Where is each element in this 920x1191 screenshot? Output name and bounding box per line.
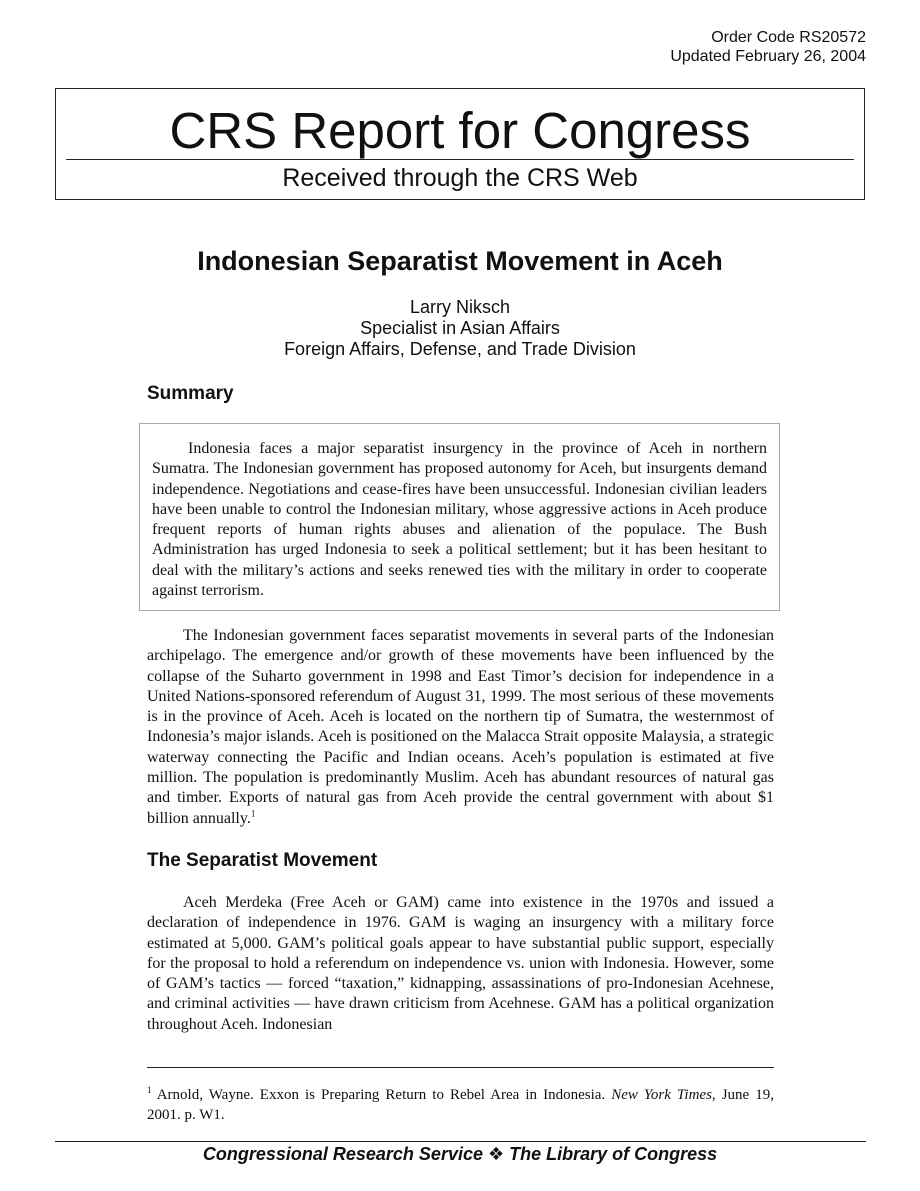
author-name: Larry Niksch [409, 297, 511, 317]
document-title: Indonesian Separatist Movement in Aceh [197, 246, 723, 276]
footnote-text-after: , June 19, 2001. p. W1. [147, 1087, 775, 1123]
summary-box [139, 423, 780, 611]
footnote-publication: New York Times [611, 1087, 712, 1103]
footnote-number: 1 [147, 1085, 152, 1095]
body-paragraph-1 [147, 626, 774, 829]
masthead-rule [66, 159, 854, 160]
order-code: Order Code RS20572 [711, 29, 866, 46]
summary-heading: Summary [147, 383, 234, 404]
updated-date: Updated February 26, 2004 [670, 48, 866, 65]
summary-text: Indonesia faces a major separatist insurgency in the province of Aceh in northern Sumatra. The Indonesian government has proposed autonomy for Aceh, but insurgents demand independence. Negotiations and cease-fires have been unsuccessful. Indonesian civilian leaders have been unable to control the Indonesian military, whose aggressive actions in Aceh produce frequent reports of human rights abuses and alienation of the populace. The Bush Administration has urged Indonesia to seek a political settlement; but it has been hesitant to deal with the military’s actions and seeks renewed ties with the military in order to cooperate against terrorism. [152, 440, 767, 600]
footer-rule [55, 1141, 866, 1142]
author-block [0, 297, 920, 360]
masthead-title: CRS Report for Congress [169, 102, 751, 159]
footnote [147, 1085, 774, 1125]
footnote-ref[interactable]: 1 [250, 808, 256, 819]
footnote-text-before: Arnold, Wayne. Exxon is Preparing Return to Rebel Area in Indonesia. [151, 1087, 612, 1103]
section-heading-separatist-movement: The Separatist Movement [147, 850, 378, 871]
order-info [670, 28, 866, 66]
footnote-rule [147, 1067, 774, 1068]
page-footer: Congressional Research Service ❖ The Library of Congress [202, 1144, 718, 1164]
author-role: Specialist in Asian Affairs [360, 318, 560, 338]
masthead-box [55, 88, 865, 200]
body-paragraph-2: Aceh Merdeka (Free Aceh or GAM) came into existence in the 1970s and issued a declaration of independence in 1976. GAM is waging an insurgency with a military force estimated at 5,000. GAM’s political goals appear to have substantial public support, especially for the proposal to hold a referendum on independence vs. union with Indonesia. However, some of GAM’s tactics — forced “taxation,” kidnapping, assassinations of pro-Indonesian Acehnese, and criminal activities — have drawn criticism from Acehnese. GAM has a political organization throughout Aceh. Indonesian [147, 894, 774, 1033]
masthead-subtitle: Received through the CRS Web [282, 164, 638, 192]
body-paragraph-1-text: The Indonesian government faces separatist movements in several parts of the Indonesian archipelago. The emergence and/or growth of these movements have been influenced by the collapse of the Suharto government in 1998 and East Timor’s decision for independence in a United Nations-sponsored referendum of August 31, 1999. The most serious of these movements is in the province of Aceh. Aceh is located on the northern tip of Sumatra, the westernmost of Indonesia’s major islands. Aceh is positioned on the Malacca Strait opposite Malaysia, a strategic waterway connecting the Pacific and Indian oceans. Aceh’s population is estimated at five million. The population is predominantly Muslim. Aceh has abundant resources of natural gas and timber. Exports of natural gas from Aceh provide the central government with about $1 billion annually. [147, 627, 774, 827]
author-division: Foreign Affairs, Defense, and Trade Division [284, 339, 636, 359]
